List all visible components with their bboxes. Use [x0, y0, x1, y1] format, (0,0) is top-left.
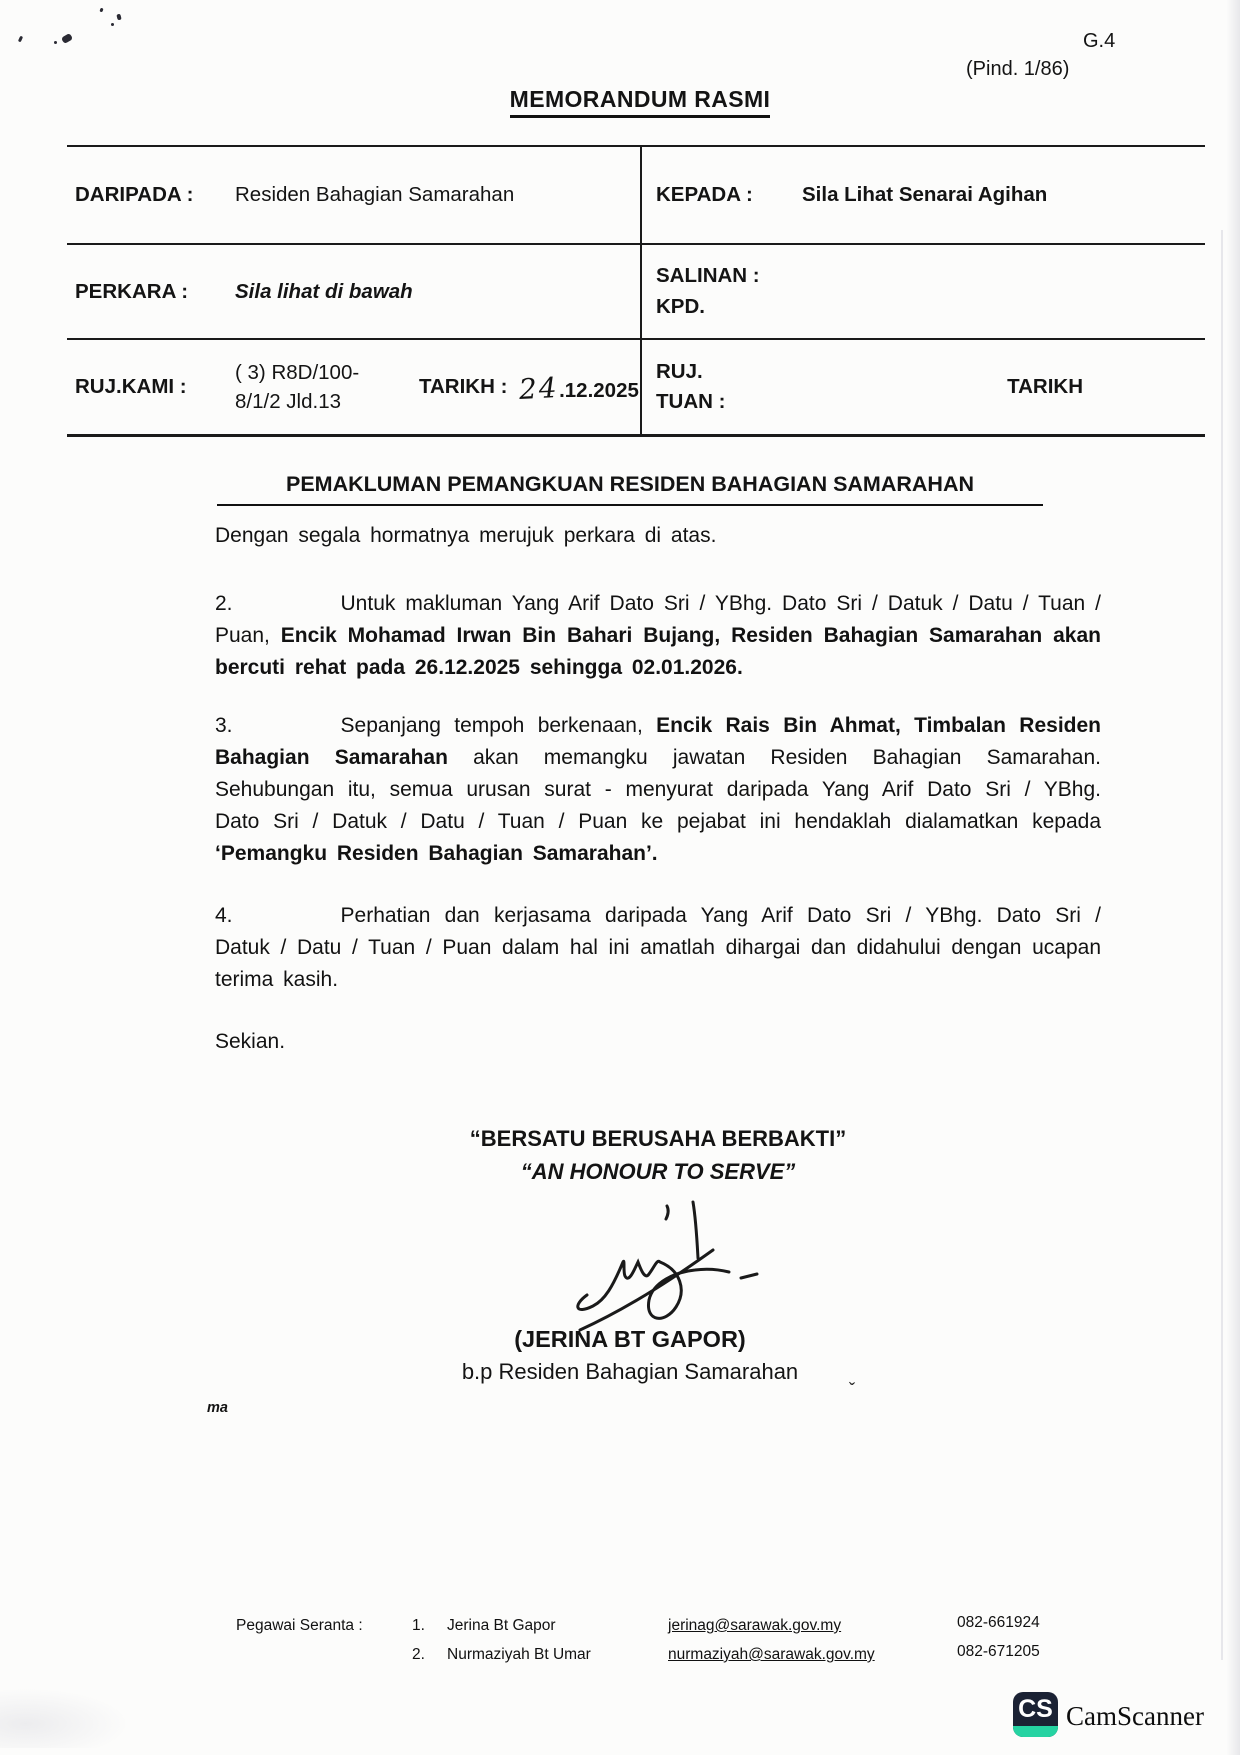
- paragraph-3: [215, 710, 1101, 870]
- contact-2-phone: 082-671205: [957, 1643, 1040, 1660]
- tarikh-value: [519, 371, 638, 404]
- contact-2-number: 2.: [412, 1646, 425, 1663]
- rujtuan-line1: RUJ.: [656, 360, 703, 383]
- salinan-kpd: KPD.: [656, 295, 705, 318]
- salinan-label: SALINAN :: [656, 264, 760, 287]
- page-title: MEMORANDUM RASMI: [510, 86, 771, 118]
- paragraph-4: [215, 900, 1101, 996]
- cell-kepada: [640, 145, 1205, 243]
- form-code: G.4: [1083, 30, 1116, 52]
- signatory-block: [215, 1326, 1045, 1385]
- para-text: Sepanjang tempoh berkenaan, Encik Rais Bin Ahmat, Timbalan Residen Bahagian Samarahan akan memangku jawatan Residen Bahagian Samarahan. Sehubungan itu, semua urusan surat - menyurat daripada Yang Arif Dato Sri / YBhg. Dato Sri / Datuk / Datu / Tuan / Puan ke pejabat ini hendaklah dialamatkan kepada ‘Pemangku Residen Bahagian Samarahan’.: [215, 714, 1101, 865]
- handwritten-signature: [545, 1200, 775, 1345]
- para-text: Untuk makluman Yang Arif Dato Sri / YBhg. Dato Sri / Datuk / Datu / Tuan / Puan, Encik Mohamad Irwan Bin Bahari Bujang, Residen Bahagian Samarahan akan bercuti rehat pada 26.12.2025 sehingga 02.01.2026.: [215, 592, 1101, 679]
- tarikh-rest: .12.2025: [559, 378, 639, 402]
- rujkami-value: [235, 358, 393, 416]
- cell-salinan: [640, 243, 1205, 338]
- subject-heading-wrap: [217, 472, 1043, 506]
- kepada-label: KEPADA :: [656, 183, 753, 206]
- cell-rujtuan: [640, 338, 1205, 437]
- typist-initials: ma: [207, 1400, 228, 1416]
- paragraph-2: [215, 588, 1101, 684]
- para-number: 4.: [215, 904, 233, 927]
- ink-speck: [61, 33, 73, 44]
- signatory-on-behalf: b.p Residen Bahagian Samarahan: [461, 1359, 799, 1384]
- para-number: 3.: [215, 714, 233, 737]
- memo-body: [215, 520, 1101, 1058]
- rujkami-label: RUJ.KAMI :: [75, 375, 187, 398]
- footer-label: Pegawai Seranta :: [236, 1617, 363, 1634]
- rujkami-value-line1: ( 3) R8D/100-: [235, 361, 360, 384]
- contact-2-name: Nurmaziyah Bt Umar: [447, 1646, 591, 1663]
- salutation: Dengan segala hormatnya merujuk perkara di atas.: [215, 524, 717, 547]
- rujtuan-label: [656, 357, 725, 417]
- cell-perkara: [67, 243, 640, 338]
- contact-1-number: 1.: [412, 1617, 425, 1634]
- ink-speck: [116, 14, 121, 21]
- cell-daripada: [67, 145, 640, 243]
- scan-smudge: [0, 1688, 130, 1748]
- contact-1-name: Jerina Bt Gapor: [447, 1617, 556, 1634]
- para-number: 2.: [215, 592, 233, 615]
- contact-1-phone: 082-661924: [957, 1614, 1040, 1631]
- motto-block: [215, 1122, 1101, 1188]
- daripada-value: Residen Bahagian Samarahan: [235, 183, 515, 206]
- daripada-label: DARIPADA :: [75, 183, 194, 206]
- ink-speck: [111, 23, 114, 26]
- scan-edge-line: [1221, 230, 1223, 1660]
- ink-speck: [54, 41, 57, 44]
- kepada-value: Sila Lihat Senarai Agihan: [802, 183, 1048, 206]
- perkara-label: PERKARA :: [75, 279, 189, 303]
- contact-2-email-link[interactable]: nurmaziyah@sarawak.gov.my: [668, 1646, 875, 1663]
- doc-title-wrap: [40, 86, 1240, 118]
- pen-tick-mark: ˇ: [846, 1379, 856, 1402]
- subject-heading: PEMAKLUMAN PEMANGKUAN RESIDEN BAHAGIAN SAMARAHAN: [286, 472, 974, 496]
- tarikh-label: TARIKH :: [419, 375, 508, 398]
- rujkami-value-line2: 8/1/2 Jld.13: [235, 390, 341, 413]
- motto-line-1: “BERSATU BERUSAHA BERBAKTI”: [469, 1126, 847, 1151]
- contact-1-email-link[interactable]: jerinag@sarawak.gov.my: [668, 1617, 842, 1634]
- tarikh-right-label: TARIKH: [1007, 375, 1083, 398]
- scan-edge-shadow: [1224, 0, 1240, 1755]
- camscanner-logo-icon: [1013, 1692, 1058, 1737]
- closing-word: Sekian.: [215, 1030, 286, 1053]
- tarikh-handwritten-day: 24: [518, 370, 560, 406]
- ink-speck: [18, 36, 23, 43]
- ink-speck: [99, 8, 103, 13]
- motto-line-2: “AN HONOUR TO SERVE”: [520, 1159, 796, 1184]
- rujtuan-line2: TUAN :: [656, 390, 726, 413]
- cell-rujkami: [67, 338, 640, 437]
- signatory-name: (JERINA BT GAPOR): [514, 1326, 746, 1352]
- camscanner-logo-accent: [1013, 1726, 1058, 1737]
- memo-header-table: [67, 145, 1205, 437]
- form-revision: (Pind. 1/86): [966, 58, 1070, 80]
- perkara-value: Sila lihat di bawah: [235, 279, 413, 303]
- para-text: Perhatian dan kerjasama daripada Yang Arif Dato Sri / YBhg. Dato Sri / Datuk / Datu / Tuan / Puan dalam hal ini amatlah dihargai dan didahului dengan ucapan terima kasih.: [215, 904, 1101, 991]
- camscanner-wordmark: CamScanner: [1066, 1701, 1204, 1731]
- camscanner-cs-monogram: CS: [1018, 1695, 1053, 1723]
